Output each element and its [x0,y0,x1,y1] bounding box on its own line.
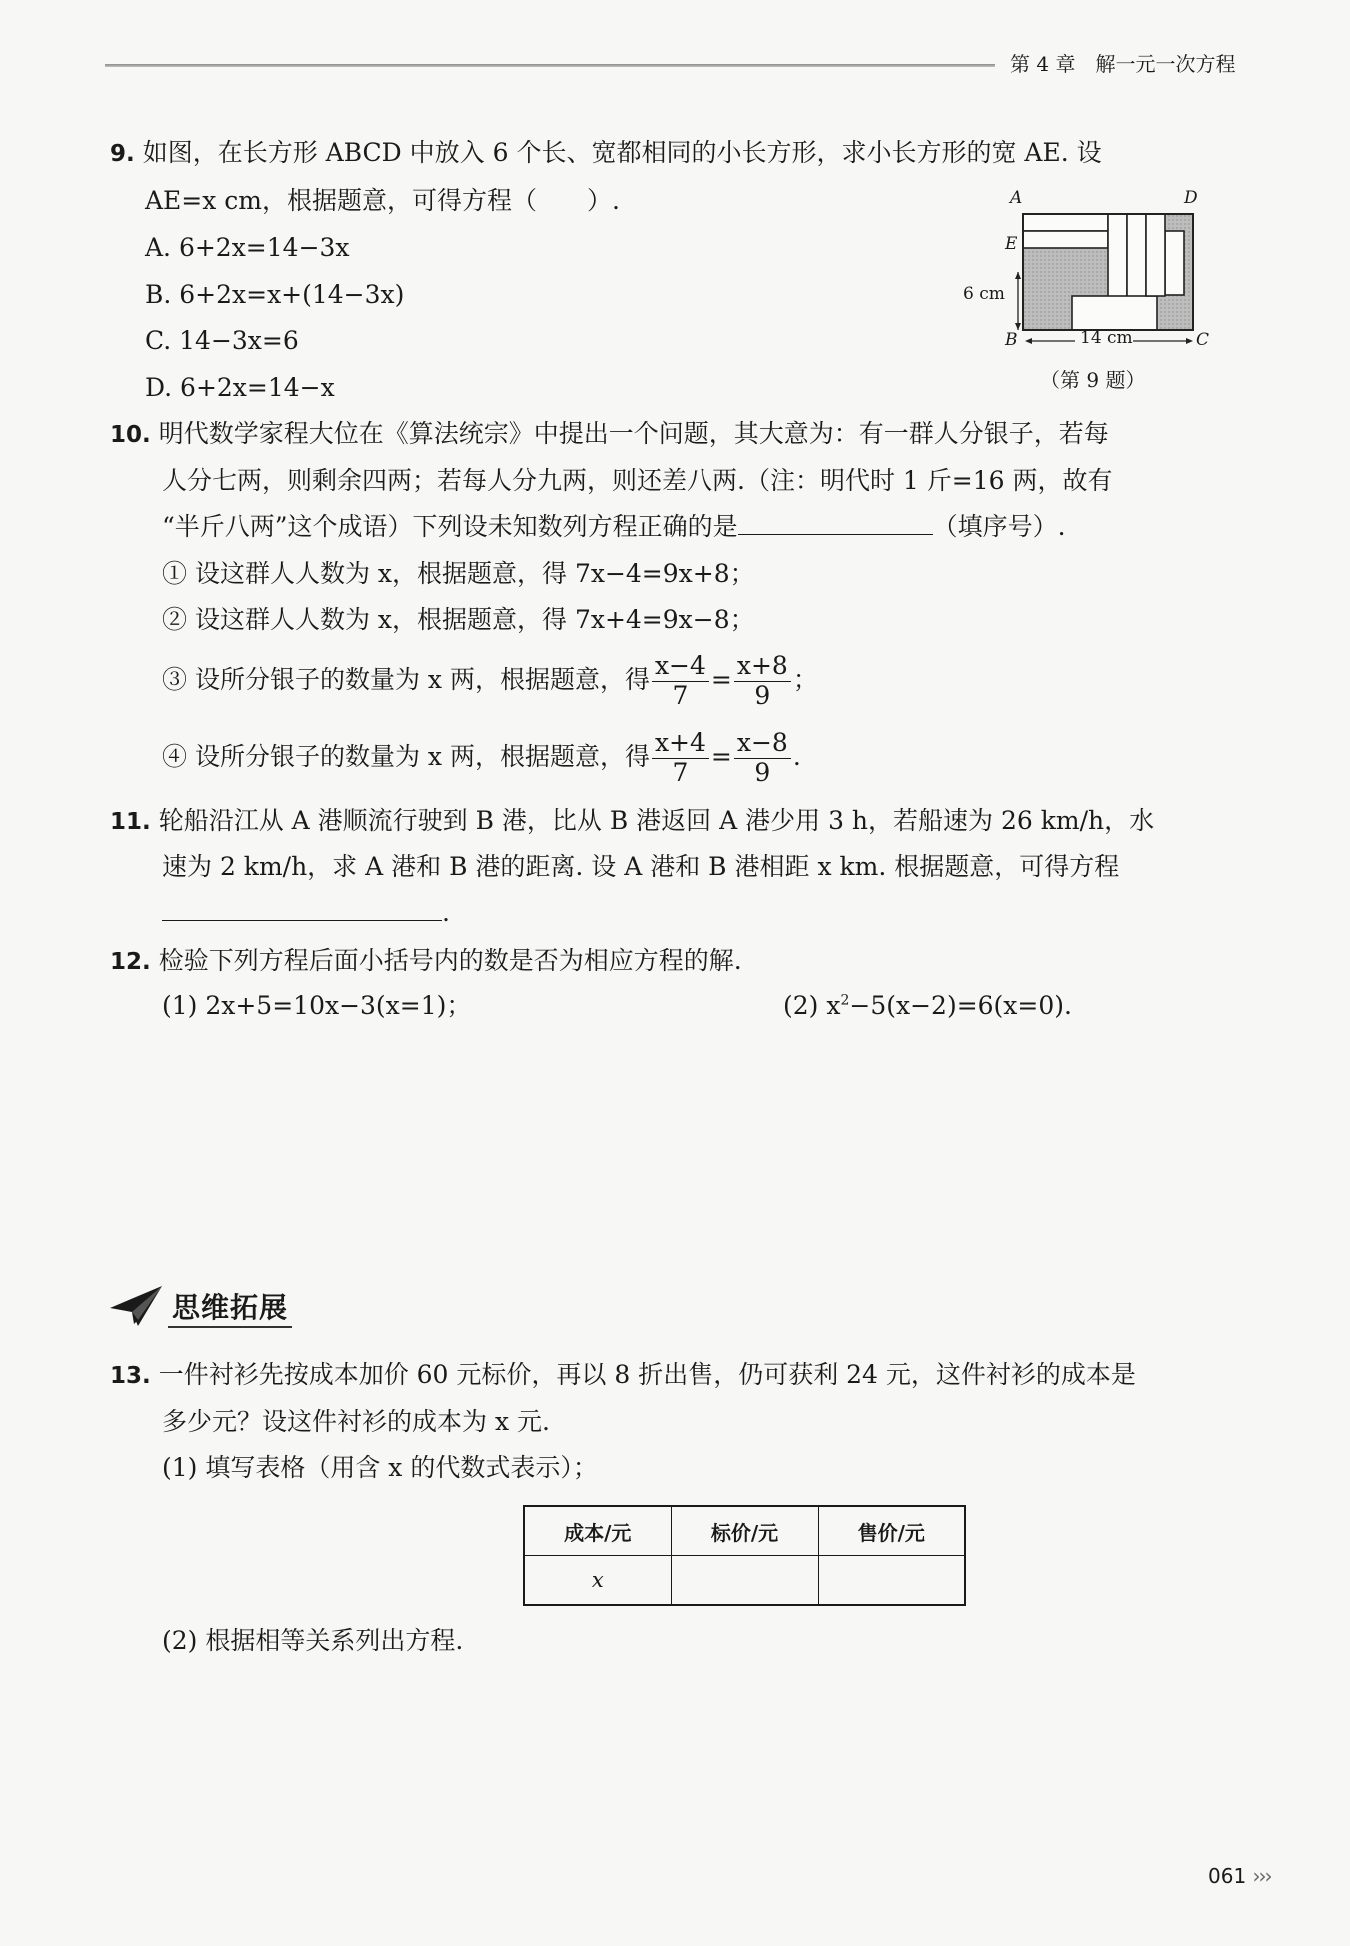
small-rect-1 [1023,214,1108,231]
question-13-part-2: (2) 根据相等关系列出方程. [162,1626,464,1655]
figure-caption: （第 9 题） [1040,368,1146,392]
question-9-option-d[interactable]: D. 6+2x=14−x [145,373,335,402]
question-11-line-1 [110,806,1154,837]
figure-label-e: E [1005,234,1018,254]
header-sale-price: 售价/元 [818,1506,965,1556]
header-marked-price: 标价/元 [671,1506,818,1556]
question-9-line-1 [110,138,1102,169]
figure-label-b: B [1005,330,1018,350]
question-10-option-2: ② 设这群人人数为 x，根据题意，得 7x+4=9x−8； [162,605,755,634]
question-10-option-1: ① 设这群人人数为 x，根据题意，得 7x−4=9x+8； [162,559,755,588]
question-12-number: 12. [110,949,151,975]
figure-width-label: 14 cm [1080,328,1133,348]
option-4-prefix: ④ 设所分银子的数量为 x 两，根据题意，得 [162,741,650,771]
chapter-label: 第 4 章 解一元一次方程 [1010,52,1236,76]
cell-cost: x [524,1556,671,1606]
question-13-line-1 [110,1360,1136,1391]
table-header-row [524,1506,965,1556]
question-13-number: 13. [110,1363,151,1389]
equals-sign: = [710,741,732,771]
cell-marked-price[interactable] [671,1556,818,1606]
question-9-option-c[interactable]: C. 14−3x=6 [145,326,299,355]
question-11-text-1: 轮船沿江从 A 港顺流行驶到 B 港，比从 B 港返回 A 港少用 3 h，若船速为 26 km/h，水 [158,806,1155,835]
small-rect-3 [1108,214,1127,299]
fraction-right-3: $\frac{x+8}{9}$ [734,652,791,711]
header-cost: 成本/元 [524,1506,671,1556]
question-10-option-3: ③ 设所分银子的数量为 x 两，根据题意，得 $\frac{x-4}{7}$ = $\frac{x+8}{9}$ ； [162,651,818,710]
fraction-left-3: $\frac{x-4}{7}$ [652,652,709,711]
question-10-text-3a: “半斤八两”这个成语）下列设未知数列方程正确的是 [162,512,738,541]
question-11-line-3: . [162,898,450,928]
option-3-prefix: ③ 设所分银子的数量为 x 两，根据题意，得 [162,664,650,694]
question-13-part-1: (1) 填写表格（用含 x 的代数式表示）； [162,1453,598,1482]
small-rect-4 [1127,214,1146,299]
page-number [1208,1864,1271,1888]
answer-blank-10[interactable] [738,512,933,535]
cost-price-table [523,1505,966,1606]
small-rect-5 [1165,231,1184,295]
question-10-text-1: 明代数学家程大位在《算法统宗》中提出一个问题，其大意为：有一群人分银子，若每 [158,419,1109,448]
figure-label-a: A [1010,188,1023,208]
table-row [524,1556,965,1606]
header-rule [105,64,995,67]
equals-sign: = [710,664,732,694]
question-11-number: 11. [110,809,151,835]
small-rect-2 [1023,231,1108,248]
figure-label-d: D [1184,188,1198,208]
section-underline [168,1326,292,1328]
question-9-option-b[interactable]: B. 6+2x=x+(14−3x) [145,280,405,309]
question-12-line-1 [110,946,742,977]
question-13-line-2: 多少元？设这件衬衫的成本为 x 元. [162,1407,550,1436]
question-10-line-2: 人分七两，则剩余四两；若每人分九两，则还差八两.（注：明代时 1 斤=16 两，故有 [162,466,1113,495]
question-10-line-3 [162,512,1066,542]
question-12-part-1: (1) 2x+5=10x−3(x=1)； [162,991,472,1020]
question-9-line-2: AE=x cm，根据题意，可得方程（ ）. [145,186,620,215]
small-rect-6 [1072,296,1157,330]
question-10-option-4: ④ 设所分银子的数量为 x 两，根据题意，得 $\frac{x+4}{7}$ = $\frac{x-8}{9}$ . [162,728,801,787]
page-number-text: 061 [1208,1864,1247,1888]
fraction-right-4: $\frac{x-8}{9}$ [734,729,791,788]
section-title: 思维拓展 [172,1291,289,1324]
chevron-right-icon: ››› [1252,1864,1271,1888]
question-10-text-3b: （填序号）. [932,512,1066,541]
answer-blank-11[interactable] [162,898,442,921]
question-12-text-1: 检验下列方程后面小括号内的数是否为相应方程的解. [158,946,742,975]
question-9-option-a[interactable]: A. 6+2x=14−3x [145,233,350,262]
question-11-line-2: 速为 2 km/h，求 A 港和 B 港的距离. 设 A 港和 B 港相距 x km. 根据题意，可得方程 [162,852,1120,881]
question-9-text-1: 如图，在长方形 ABCD 中放入 6 个长、宽都相同的小长方形，求小长方形的宽 AE. 设 [142,138,1102,167]
question-12-part-2: (2) $x^2-5(x-2)=6(x=0)$. [783,991,1072,1020]
question-10-line-1 [110,419,1109,450]
paper-plane-icon [108,1284,164,1328]
question-10-number: 10. [110,422,151,448]
cell-sale-price[interactable] [818,1556,965,1606]
figure-label-c: C [1196,330,1210,350]
question-9-number: 9. [110,141,135,167]
figure-height-label: 6 cm [963,284,1005,304]
fraction-left-4: $\frac{x+4}{7}$ [652,729,709,788]
question-13-text-1: 一件衬衫先按成本加价 60 元标价，再以 8 折出售，仍可获利 24 元，这件衬衫的成本是 [158,1360,1136,1389]
